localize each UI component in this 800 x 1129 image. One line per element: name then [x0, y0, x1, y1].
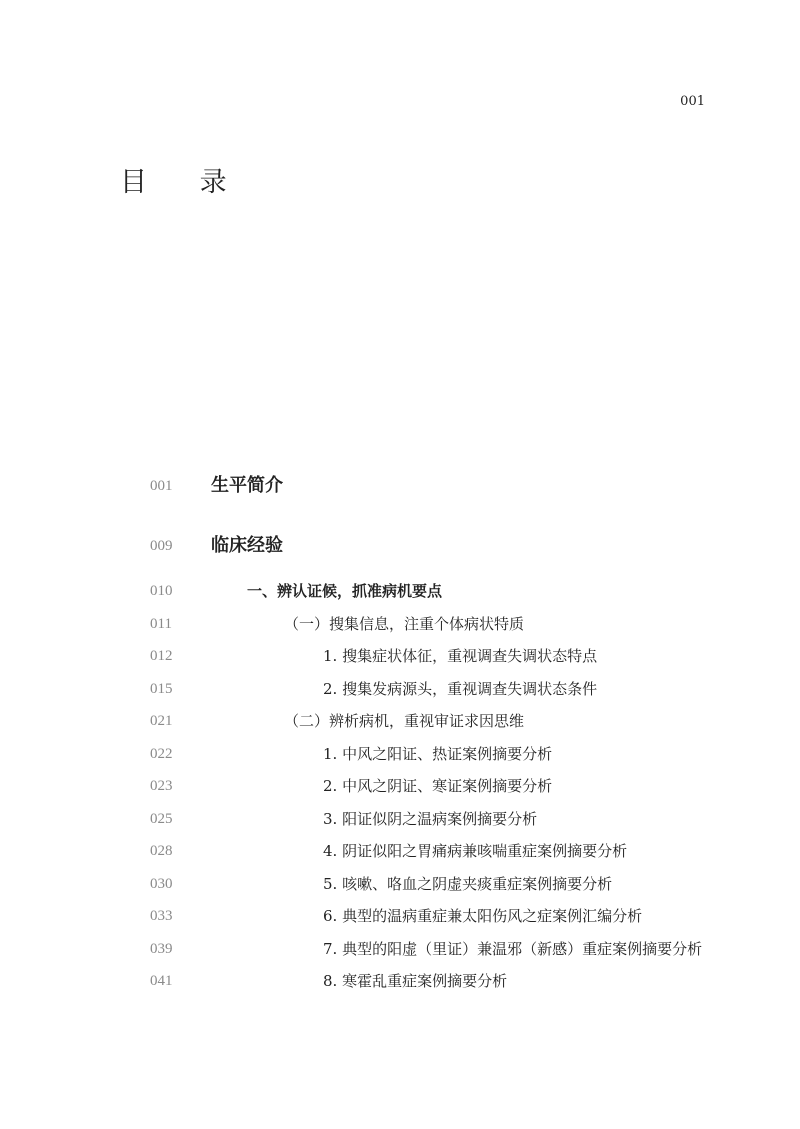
toc-entry-text: 一、辨认证候，抓准病机要点 — [247, 582, 443, 600]
page-number: 001 — [680, 94, 705, 109]
toc-page-number: 025 — [150, 810, 173, 827]
toc-entry-item[interactable] — [0, 738, 800, 771]
toc-page-number: 010 — [150, 583, 173, 599]
toc-entry-text: 1. 中风之阳证、热证案例摘要分析 — [323, 744, 553, 763]
toc-entry-text: 7. 典型的阳虚（里证）兼温邪（新感）重症案例摘要分析 — [323, 939, 703, 958]
toc-page-number: 028 — [150, 843, 173, 859]
toc-page-number: 030 — [150, 875, 173, 892]
toc-entry-clinical-experience[interactable] — [0, 531, 800, 575]
toc-entry-text: （二）辨析病机，重视审证求因思维 — [284, 712, 525, 730]
toc-entry-subsection-2[interactable] — [0, 705, 800, 738]
toc-page-number: 022 — [150, 745, 173, 762]
toc-page-number: 021 — [150, 713, 173, 729]
toc-entry-item[interactable] — [0, 770, 800, 803]
toc-entry-item[interactable] — [0, 868, 800, 901]
toc-entry-text: 临床经验 — [211, 535, 283, 556]
toc-entry-text: 2. 搜集发病源头，重视调查失调状态条件 — [323, 679, 598, 698]
toc-entry-item[interactable] — [0, 803, 800, 836]
toc-entry-text: 5. 咳嗽、咯血之阴虚夹痰重症案例摘要分析 — [323, 874, 613, 893]
toc-page-number: 011 — [150, 615, 172, 632]
toc-entry-section-1[interactable] — [0, 575, 800, 608]
toc-entry-item[interactable] — [0, 640, 800, 673]
toc-entry-text: 1. 搜集症状体征，重视调查失调状态特点 — [323, 647, 598, 665]
toc-entry-text: 4. 阴证似阳之胃痛病兼咳喘重症案例摘要分析 — [323, 842, 628, 860]
toc-entry-item[interactable] — [0, 835, 800, 868]
toc-page-number: 033 — [150, 908, 173, 924]
toc-entry-text: 6. 典型的温病重症兼太阳伤风之症案例汇编分析 — [323, 907, 643, 925]
toc-entry-text: （一）搜集信息，注重个体病状特质 — [284, 614, 525, 633]
toc-heading: 目 录 — [120, 167, 249, 198]
toc-entry-item[interactable] — [0, 965, 800, 998]
toc-entry-item[interactable] — [0, 900, 800, 933]
toc-entry-item[interactable] — [0, 933, 800, 966]
toc-page-number: 012 — [150, 648, 173, 664]
toc-entry-text: 3. 阳证似阴之温病案例摘要分析 — [323, 809, 538, 828]
toc-page-number: 001 — [150, 478, 173, 494]
toc-entry-text: 2. 中风之阴证、寒证案例摘要分析 — [323, 777, 553, 795]
toc-entry-subsection-1[interactable] — [0, 608, 800, 641]
toc-entry-item[interactable] — [0, 673, 800, 706]
table-of-contents — [0, 471, 800, 998]
toc-entry-biography[interactable] — [0, 471, 800, 531]
toc-page-number: 023 — [150, 778, 173, 794]
toc-page-number: 009 — [150, 538, 173, 554]
toc-page-number: 039 — [150, 940, 173, 957]
toc-entry-text: 8. 寒霍乱重症案例摘要分析 — [323, 972, 508, 990]
toc-page-number: 041 — [150, 973, 173, 989]
toc-page-number: 015 — [150, 680, 173, 697]
toc-entry-text: 生平简介 — [211, 475, 283, 496]
